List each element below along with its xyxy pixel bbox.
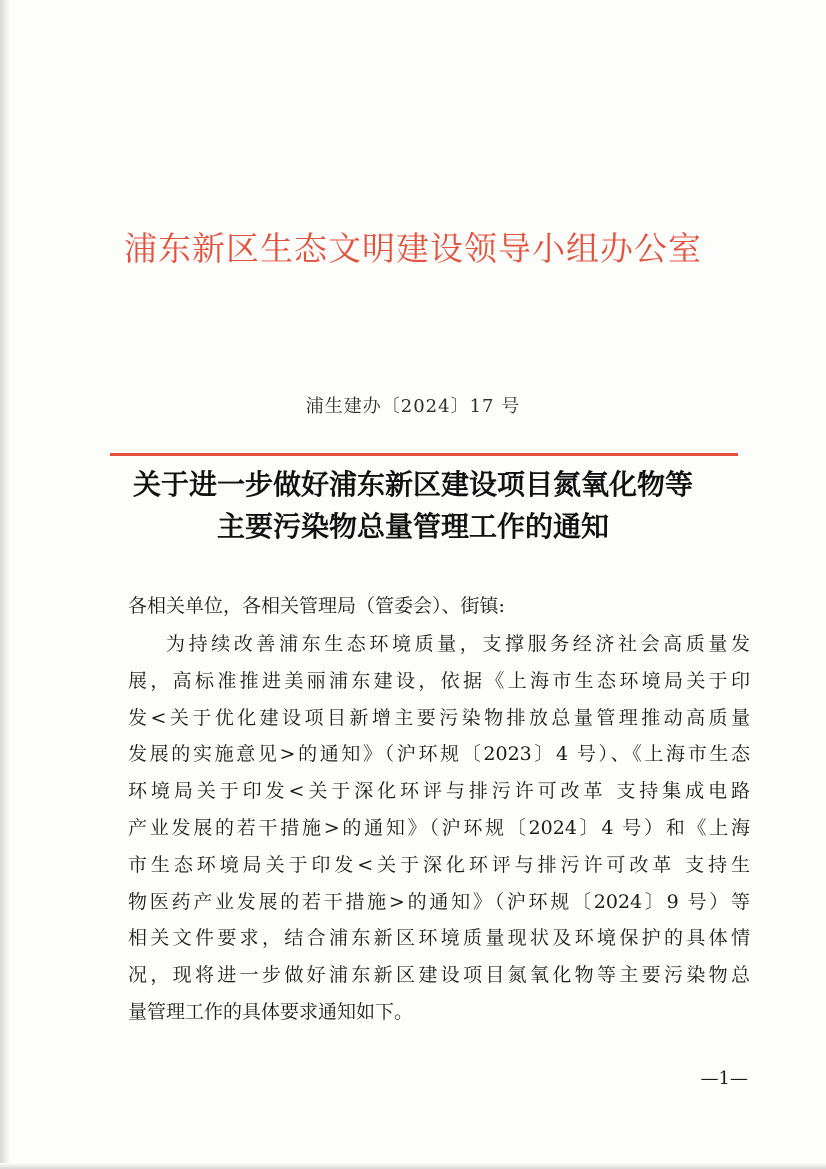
title-line: 关于进一步做好浦东新区建设项目氮氧化物等 <box>132 468 693 501</box>
body-line: 展，高标准推进美丽浦东建设，依据《上海市生态环境局关于印 <box>128 669 750 692</box>
scan-edge-left <box>0 0 10 1169</box>
body-paragraph <box>128 630 750 1035</box>
body-line: 况，现将进一步做好浦东新区建设项目氮氧化物等主要污染物总 <box>128 964 750 987</box>
document-number: 浦生建办〔2024〕17 号 <box>305 396 521 417</box>
body-line: 为持续改善浦东生态环境质量，支撑服务经济社会高质量发 <box>166 633 750 655</box>
body-line: 物医药产业发展的若干措施>的通知》（沪环规〔2024〕9 号）等 <box>128 890 750 913</box>
page-number: —1— <box>700 1068 748 1089</box>
body-line: 相关文件要求，结合浦东新区环境质量现状及环境保护的具体情 <box>128 927 750 950</box>
body-line: 发展的实施意见>的通知》（沪环规〔2023〕4 号）、《上海市生态 <box>128 743 750 766</box>
title-line: 主要污染物总量管理工作的通知 <box>216 510 609 543</box>
body-line: 发<关于优化建设项目新增主要污染物排放总量管理推动高质量 <box>128 706 750 729</box>
salutation: 各相关单位，各相关管理局（管委会）、街镇: <box>128 595 505 617</box>
body-line: 量管理工作的具体要求通知如下。 <box>128 1000 414 1023</box>
body-line: 产业发展的若干措施>的通知》（沪环规〔2024〕4 号）和《上海 <box>128 816 750 839</box>
document-title <box>0 464 826 548</box>
scan-edge-bottom <box>0 1163 826 1169</box>
issuing-office-header: 浦东新区生态文明建设领导小组办公室 <box>124 229 702 268</box>
body-line: 环境局关于印发<关于深化环评与排污许可改革 支持集成电路 <box>128 780 750 803</box>
red-separator-line <box>110 453 738 456</box>
body-line: 市生态环境局关于印发<关于深化环评与排污许可改革 支持生 <box>128 853 750 876</box>
